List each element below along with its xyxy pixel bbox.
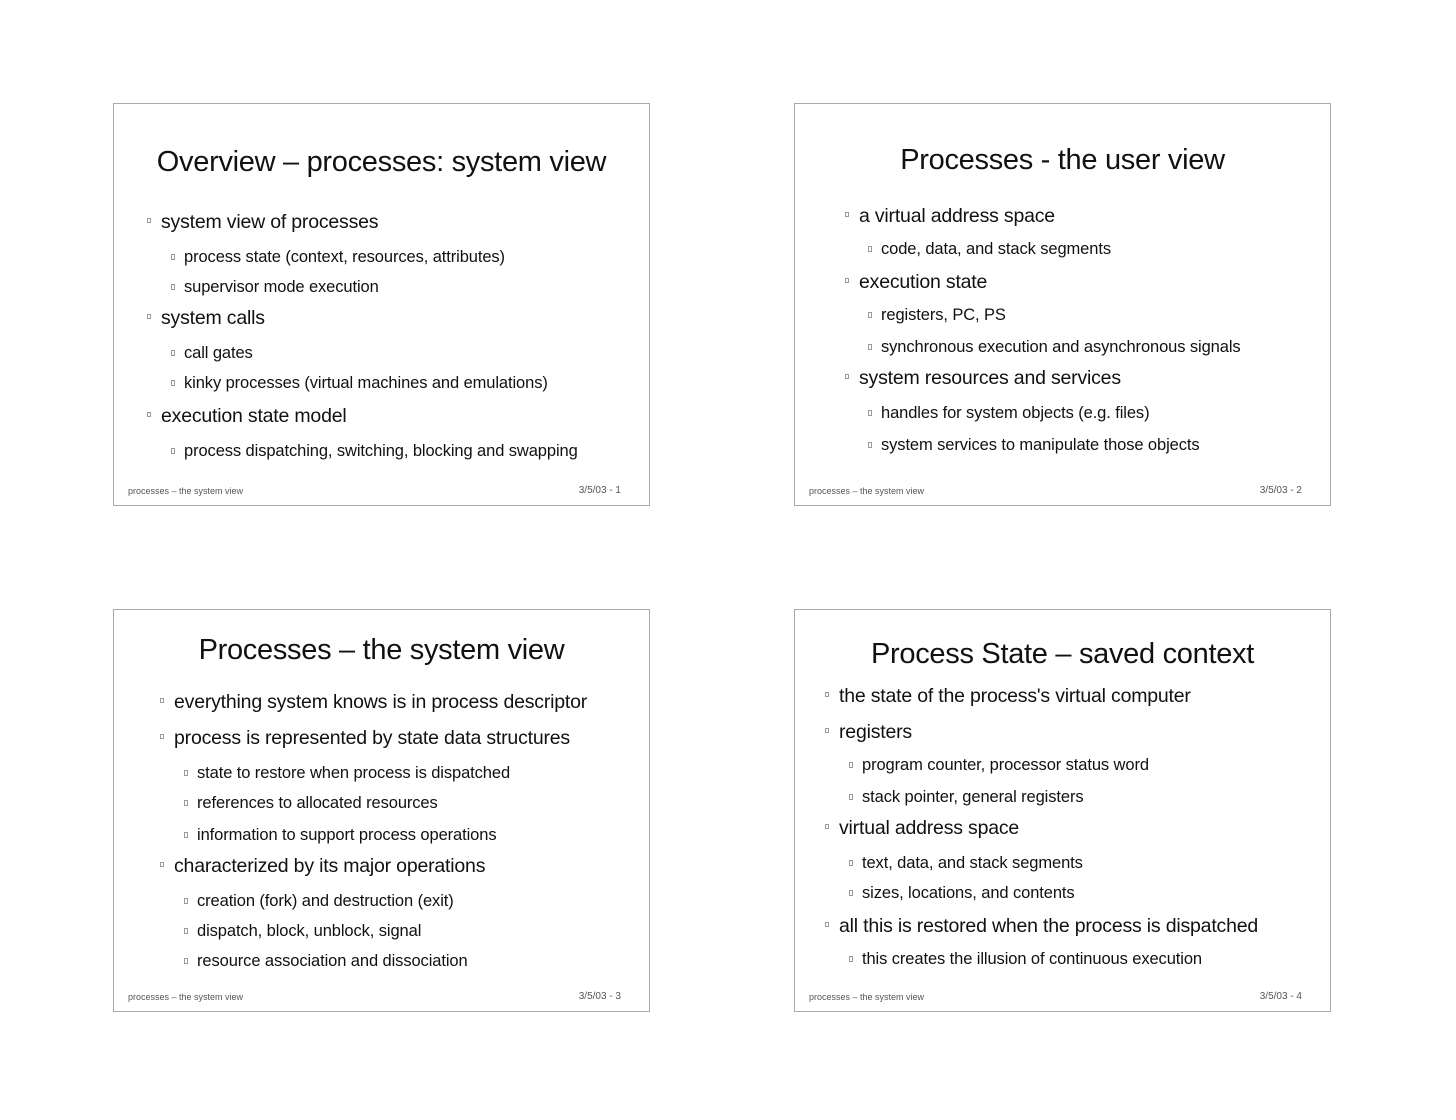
bullet-marker-icon <box>184 898 188 904</box>
bullet-marker-icon <box>868 442 872 448</box>
bullet-marker-icon <box>184 832 188 838</box>
sub-bullet-item: process state (context, resources, attributes) <box>184 248 505 267</box>
bullet-marker-icon <box>171 284 175 290</box>
sub-bullet-item: registers, PC, PS <box>881 306 1006 325</box>
slide-2 <box>794 103 1331 506</box>
bullet-marker-icon <box>147 218 151 223</box>
bullet-marker-icon <box>845 278 849 283</box>
bullet-marker-icon <box>825 692 829 697</box>
bullet-item: virtual address space <box>839 817 1019 840</box>
bullet-marker-icon <box>184 928 188 934</box>
sub-bullet-item: creation (fork) and destruction (exit) <box>197 892 454 911</box>
slide-3 <box>113 609 650 1012</box>
bullet-marker-icon <box>184 958 188 964</box>
slide-footer-page: 3/5/03 - 1 <box>578 485 621 496</box>
sub-bullet-item: state to restore when process is dispatched <box>197 764 510 783</box>
sub-bullet-item: program counter, processor status word <box>862 756 1149 775</box>
bullet-marker-icon <box>160 862 164 867</box>
sub-bullet-item: supervisor mode execution <box>184 278 379 297</box>
sub-bullet-item: sizes, locations, and contents <box>862 884 1075 903</box>
slide-footer-page: 3/5/03 - 4 <box>1259 991 1302 1002</box>
bullet-marker-icon <box>849 956 853 962</box>
bullet-marker-icon <box>845 374 849 379</box>
slide-title: Overview – processes: system view <box>156 146 607 178</box>
bullet-marker-icon <box>825 824 829 829</box>
bullet-marker-icon <box>825 728 829 733</box>
sub-bullet-item: call gates <box>184 344 253 363</box>
bullet-item: system resources and services <box>859 367 1121 390</box>
slide-4 <box>794 609 1331 1012</box>
sub-bullet-item: process dispatching, switching, blocking and swapping <box>184 442 578 461</box>
slide-footer-page: 3/5/03 - 2 <box>1259 485 1302 496</box>
bullet-item: a virtual address space <box>859 205 1055 228</box>
bullet-marker-icon <box>849 860 853 866</box>
bullet-marker-icon <box>868 246 872 252</box>
slide-footer-title: processes – the system view <box>128 992 244 1002</box>
bullet-marker-icon <box>147 412 151 417</box>
bullet-item: execution state <box>859 271 987 294</box>
bullet-item: system view of processes <box>161 211 378 234</box>
bullet-marker-icon <box>849 890 853 896</box>
bullet-item: characterized by its major operations <box>174 855 485 878</box>
sub-bullet-item: synchronous execution and asynchronous signals <box>881 338 1241 357</box>
sub-bullet-item: system services to manipulate those objects <box>881 436 1200 455</box>
bullet-marker-icon <box>845 212 849 217</box>
bullet-marker-icon <box>868 312 872 318</box>
sub-bullet-item: dispatch, block, unblock, signal <box>197 922 421 941</box>
sub-bullet-item: text, data, and stack segments <box>862 854 1083 873</box>
sub-bullet-item: resource association and dissociation <box>197 952 468 971</box>
bullet-marker-icon <box>160 734 164 739</box>
bullet-item: registers <box>839 721 912 744</box>
bullet-marker-icon <box>171 350 175 356</box>
bullet-marker-icon <box>160 698 164 703</box>
bullet-marker-icon <box>849 794 853 800</box>
slide-footer-title: processes – the system view <box>128 486 244 496</box>
slide-footer-title: processes – the system view <box>809 992 925 1002</box>
bullet-marker-icon <box>849 762 853 768</box>
slide-footer-title: processes – the system view <box>809 486 925 496</box>
slide-title: Processes - the user view <box>900 144 1225 176</box>
slide-title: Processes – the system view <box>198 634 565 666</box>
bullet-item: everything system knows is in process descriptor <box>174 691 587 714</box>
bullet-marker-icon <box>147 314 151 319</box>
slide-1 <box>113 103 650 506</box>
bullet-marker-icon <box>825 922 829 927</box>
bullet-marker-icon <box>171 254 175 260</box>
bullet-marker-icon <box>171 448 175 454</box>
bullet-marker-icon <box>868 410 872 416</box>
sub-bullet-item: information to support process operations <box>197 826 496 845</box>
bullet-item: all this is restored when the process is dispatched <box>839 915 1258 938</box>
sub-bullet-item: stack pointer, general registers <box>862 788 1084 807</box>
sub-bullet-item: handles for system objects (e.g. files) <box>881 404 1149 423</box>
sub-bullet-item: this creates the illusion of continuous execution <box>862 950 1202 969</box>
sub-bullet-item: references to allocated resources <box>197 794 438 813</box>
bullet-item: system calls <box>161 307 265 330</box>
bullet-marker-icon <box>868 344 872 350</box>
bullet-marker-icon <box>184 800 188 806</box>
slide-footer-page: 3/5/03 - 3 <box>578 991 621 1002</box>
bullet-item: process is represented by state data structures <box>174 727 570 750</box>
bullet-marker-icon <box>171 380 175 386</box>
slide-title: Process State – saved context <box>870 638 1254 670</box>
sub-bullet-item: code, data, and stack segments <box>881 240 1111 259</box>
bullet-item: the state of the process's virtual computer <box>839 685 1191 708</box>
bullet-marker-icon <box>184 770 188 776</box>
sub-bullet-item: kinky processes (virtual machines and emulations) <box>184 374 548 393</box>
bullet-item: execution state model <box>161 405 347 428</box>
